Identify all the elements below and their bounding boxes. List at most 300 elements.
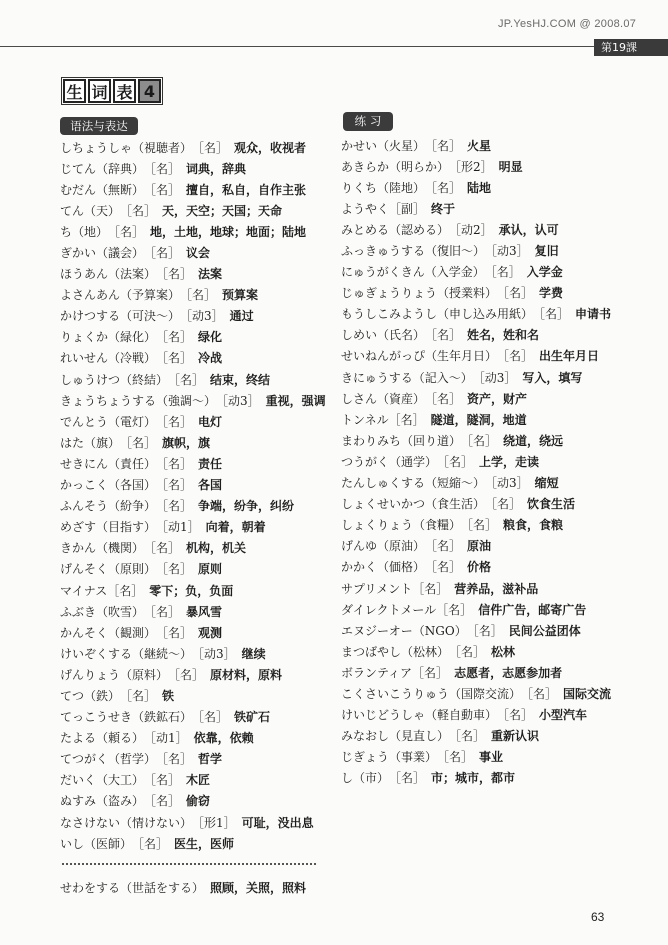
vocab-entry [341, 135, 611, 156]
entry-reading: しゅうけつ [60, 372, 121, 387]
vocab-entry [60, 284, 326, 305]
entry-pos: ［名］ [437, 750, 474, 765]
practice-vocab-list [341, 135, 611, 789]
entry-reading: じゅぎょうりょう [341, 286, 438, 301]
entry-reading: ボランティア [341, 665, 413, 680]
entry-kanji: （短縮～） [425, 476, 486, 491]
entry-pos: ［动3］ [216, 393, 260, 408]
entry-reading: みとめる [341, 222, 390, 237]
entry-meaning: 木匠 [186, 773, 211, 788]
title-number: 4 [138, 79, 161, 103]
vocab-entry [341, 261, 611, 282]
entry-kanji: （世話をする） [120, 880, 205, 895]
vocab-entry [60, 474, 326, 495]
vocab-entry [60, 390, 326, 411]
vocab-entry [60, 432, 326, 453]
entry-kanji: （無断） [96, 182, 145, 197]
entry-reading: マイナス [60, 583, 108, 598]
entry-pos: ［名］ [461, 433, 498, 448]
entry-pos: ［动2］ [449, 222, 493, 237]
entry-kanji: （食生活） [425, 497, 486, 512]
entry-kanji: （鉄） [84, 688, 121, 703]
vocab-entry [341, 282, 611, 303]
entry-reading: きょうちょうする [60, 393, 157, 408]
entry-meaning: 词典，辞典 [186, 161, 247, 176]
entry-reading: みなおし [341, 729, 390, 744]
entry-meaning: 通过 [229, 309, 254, 324]
vocab-entry [60, 664, 326, 685]
entry-pos: ［动3］ [472, 370, 517, 385]
entry-kanji: （復旧～） [425, 244, 486, 259]
entry-kanji: （食糧） [413, 518, 462, 533]
entry-kanji: （鉄鉱石） [132, 710, 193, 725]
entry-kanji: （継続～） [132, 646, 193, 661]
entry-pos: ［名］ [497, 708, 534, 723]
entry-kanji: （NGO） [412, 623, 467, 638]
entry-meaning: 继续 [241, 646, 266, 661]
entry-kanji: （辞典） [96, 161, 145, 176]
entry-meaning: 零下；负，负面 [149, 583, 234, 598]
entry-reading: よさんあん [60, 288, 121, 303]
entry-meaning: 姓名，姓和名 [467, 328, 540, 343]
entry-pos: ［名］ [144, 773, 181, 788]
entry-pos: ［名］ [412, 581, 449, 596]
entry-pos: ［名］ [425, 560, 462, 575]
entry-reading: ようやく [341, 201, 390, 216]
vocab-entry [341, 725, 611, 746]
entry-reading: エヌジーオー [341, 623, 413, 638]
entry-pos: ［名］ [107, 583, 144, 598]
vocab-entry [341, 514, 611, 535]
entry-kanji: （旗） [84, 435, 121, 450]
entry-kanji: （事業） [389, 750, 438, 765]
vocab-entry [60, 411, 326, 432]
vocab-entry [60, 158, 326, 179]
entry-pos: ［名］ [485, 497, 522, 512]
entry-pos: ［名］ [156, 330, 193, 345]
entry-pos: ［名］ [168, 667, 205, 682]
entry-pos: ［名］ [192, 710, 229, 725]
entry-meaning: 国际交流 [563, 686, 612, 701]
entry-reading: かかく [341, 560, 378, 575]
vocab-entry [60, 137, 326, 158]
entry-kanji: （強調～） [156, 393, 217, 408]
entry-pos: ［名］ [132, 836, 169, 851]
entry-kanji: （申し込み用紙） [437, 307, 534, 322]
entry-kanji: （観測） [108, 625, 157, 640]
vocab-entry [60, 347, 326, 368]
entry-reading: まわりみち [341, 433, 402, 448]
entry-pos: ［名］ [156, 625, 193, 640]
vocab-entry [341, 198, 611, 219]
grammar-extra-vocab-list [60, 877, 306, 898]
entry-reading: けいぞくする [60, 646, 133, 661]
vocab-entry [60, 748, 326, 769]
entry-kanji: （責任） [108, 456, 157, 471]
entry-meaning: 松林 [491, 644, 516, 659]
entry-kanji: （情けない） [120, 815, 193, 830]
vocab-entry [60, 326, 326, 347]
vocab-entry [341, 641, 611, 662]
vocab-entry [60, 727, 326, 748]
entry-kanji: （原料） [120, 667, 169, 682]
entry-meaning: 向着，朝着 [205, 520, 266, 535]
entry-pos: ［名］ [144, 541, 181, 556]
vocab-entry [60, 263, 326, 284]
entry-pos: ［名］ [497, 286, 534, 301]
entry-kanji: （授業料） [437, 286, 498, 301]
entry-pos: ［动3］ [485, 476, 529, 491]
entry-kanji: （原油） [377, 539, 426, 554]
entry-meaning: 陆地 [467, 180, 492, 195]
vocab-entry [60, 516, 326, 537]
entry-reading: しさん [341, 391, 378, 406]
entry-pos: ［名］ [144, 246, 181, 261]
vocab-entry [60, 495, 326, 516]
vocab-entry [341, 430, 611, 451]
entry-kanji: （資産） [377, 391, 426, 406]
vocab-entry [341, 367, 611, 388]
vocab-entry [60, 833, 326, 854]
vocab-entry [60, 877, 306, 898]
entry-pos: ［名］ [144, 182, 181, 197]
vocab-entry [60, 643, 326, 664]
entry-kanji: （原則） [108, 562, 157, 577]
entry-reading: しょくりょう [341, 518, 414, 533]
entry-reading: かせい [341, 138, 378, 153]
entry-reading: かんそく [60, 625, 109, 640]
entry-pos: ［名］ [144, 161, 181, 176]
entry-pos: ［名］ [425, 328, 462, 343]
entry-meaning: 明显 [498, 159, 523, 174]
entry-meaning: 地，土地，地球；地面；陆地 [150, 224, 307, 239]
entry-kanji: （記入～） [412, 370, 473, 385]
entry-pos: ［名］ [466, 623, 503, 638]
practice-section-heading: 练 习 [343, 112, 393, 131]
entry-meaning: 学费 [539, 286, 564, 301]
entry-reading: てつがく [60, 752, 109, 767]
entry-pos: ［名］ [108, 224, 145, 239]
entry-pos: ［形2］ [449, 159, 493, 174]
entry-kanji: （松林） [401, 644, 450, 659]
entry-meaning: 上学，走读 [479, 454, 540, 469]
title-char: 表 [113, 79, 136, 103]
entry-meaning: 出生年月日 [539, 349, 600, 364]
entry-reading: ぬすみ [60, 794, 97, 809]
grammar-section-heading: 语法与表达 [60, 117, 138, 135]
entry-kanji: （回り道） [401, 433, 462, 448]
entry-meaning: 火星 [467, 138, 492, 153]
vocab-entry [341, 177, 611, 198]
vocab-entry [341, 324, 611, 345]
entry-meaning: 可耻，没出息 [241, 815, 314, 830]
vocab-entry [341, 599, 611, 620]
entry-meaning: 申请书 [575, 307, 612, 322]
vocab-entry [341, 493, 611, 514]
entry-reading: もうしこみようし [341, 307, 438, 322]
entry-meaning: 擅自，私自，自作主张 [186, 182, 307, 197]
entry-reading: だいく [60, 773, 97, 788]
entry-meaning: 资产，财产 [467, 391, 528, 406]
entry-meaning: 议会 [186, 246, 211, 261]
entry-pos: ［名］ [120, 203, 157, 218]
entry-reading: てっこうせき [60, 710, 133, 725]
entry-pos: ［名］ [156, 267, 193, 282]
entry-reading: しめい [341, 328, 378, 343]
entry-meaning: 重新认识 [491, 729, 540, 744]
entry-kanji: （入学金） [424, 265, 485, 280]
vocab-entry [341, 683, 611, 704]
vocab-entry [341, 577, 611, 598]
entry-meaning: 饮食生活 [527, 497, 576, 512]
entry-meaning: 冷战 [198, 351, 223, 366]
dotted-separator [62, 863, 316, 865]
entry-pos: ［名］ [156, 478, 193, 493]
vocab-entry [341, 156, 611, 177]
entry-pos: ［名］ [192, 140, 229, 155]
entry-kanji: （議会） [96, 246, 145, 261]
entry-pos: ［名］ [389, 771, 426, 786]
grammar-vocab-list [60, 137, 326, 854]
entry-pos: ［名］ [533, 307, 570, 322]
entry-meaning: 观众，收视者 [234, 140, 307, 155]
vocab-entry [341, 620, 611, 641]
entry-pos: ［副］ [389, 201, 426, 216]
vocab-entry [60, 179, 326, 200]
entry-reading: まつばやし [341, 644, 402, 659]
entry-reading: じぎょう [341, 750, 390, 765]
entry-pos: ［名］ [484, 265, 521, 280]
entry-reading: げんりょう [60, 667, 121, 682]
entry-meaning: 承认，认可 [498, 222, 559, 237]
entry-meaning: 责任 [198, 456, 223, 471]
entry-reading: げんゆ [341, 539, 378, 554]
entry-pos: ［名］ [461, 518, 498, 533]
entry-meaning: 写入，填写 [522, 370, 583, 385]
header-rule [0, 46, 594, 47]
entry-meaning: 暴风雪 [186, 604, 223, 619]
entry-kanji: （機関） [96, 541, 145, 556]
entry-kanji: （軽自動車） [425, 708, 498, 723]
entry-reading: ふぶき [60, 604, 97, 619]
entry-reading: せいねんがっぴ [341, 349, 426, 364]
entry-kanji: （認める） [389, 222, 450, 237]
entry-pos: ［名］ [425, 138, 462, 153]
entry-kanji: （緑化） [108, 330, 157, 345]
entry-pos: ［名］ [156, 562, 193, 577]
entry-reading: たよる [60, 731, 97, 746]
entry-kanji: （大工） [96, 773, 145, 788]
entry-pos: ［名］ [120, 435, 157, 450]
vocab-entry [341, 662, 611, 683]
entry-pos: ［名］ [436, 602, 473, 617]
entry-reading: はた [60, 435, 85, 450]
vocab-entry [60, 537, 326, 558]
entry-pos: ［名］ [449, 644, 486, 659]
entry-reading: りょくか [60, 330, 109, 345]
entry-meaning: 天，天空；天国；天命 [162, 203, 283, 218]
entry-meaning: 营养品，滋补品 [454, 581, 539, 596]
entry-reading: げんそく [60, 562, 109, 577]
site-watermark: JP.YesHJ.COM @ 2008.07 [498, 18, 637, 30]
entry-reading: せわをする [60, 880, 121, 895]
entry-pos: ［名］ [180, 288, 217, 303]
entry-reading: しょくせいかつ [341, 497, 426, 512]
entry-pos: ［名］ [156, 499, 193, 514]
entry-pos: ［名］ [156, 752, 193, 767]
entry-meaning: 粮食，食粮 [503, 518, 564, 533]
entry-meaning: 缩短 [534, 476, 559, 491]
entry-pos: ［动3］ [485, 244, 529, 259]
vocab-entry [60, 685, 326, 706]
entry-reading: たんしゅくする [341, 476, 426, 491]
entry-reading: きかん [60, 541, 97, 556]
vocab-entry [60, 200, 326, 221]
entry-pos: ［名］ [449, 729, 486, 744]
entry-meaning: 原油 [467, 539, 492, 554]
entry-kanji: （吹雪） [96, 604, 145, 619]
vocab-entry [341, 472, 611, 493]
entry-pos: ［名］ [168, 372, 205, 387]
entry-meaning: 原则 [198, 562, 223, 577]
entry-meaning: 铁矿石 [234, 710, 271, 725]
entry-reading: つうがく [341, 454, 390, 469]
entry-reading: いし [60, 836, 85, 851]
entry-meaning: 旗帜，旗 [162, 435, 211, 450]
entry-meaning: 机构，机关 [186, 541, 247, 556]
vocab-entry [60, 558, 326, 579]
entry-meaning: 医生，医师 [174, 836, 235, 851]
entry-meaning: 观测 [198, 625, 223, 640]
entry-meaning: 民间公益团体 [508, 623, 581, 638]
entry-reading: じてん [60, 161, 97, 176]
entry-meaning: 依靠，依赖 [193, 731, 254, 746]
entry-kanji: （可決～） [120, 309, 181, 324]
entry-pos: ［形1］ [192, 815, 236, 830]
entry-pos: ［名］ [156, 456, 193, 471]
entry-meaning: 复旧 [534, 244, 559, 259]
entry-kanji: （冷戦） [108, 351, 157, 366]
entry-kanji: （氏名） [377, 328, 426, 343]
entry-reading: あきらか [341, 159, 390, 174]
entry-kanji: （地） [72, 224, 109, 239]
entry-meaning: 法案 [198, 267, 223, 282]
entry-pos: ［动1］ [144, 731, 188, 746]
entry-kanji: （火星） [377, 138, 426, 153]
entry-reading: てつ [60, 688, 85, 703]
entry-reading: ダイレクトメール [341, 602, 437, 617]
lesson-tab: 第19課 [594, 39, 668, 56]
entry-kanji: （終結） [120, 372, 169, 387]
entry-pos: ［名］ [120, 688, 157, 703]
entry-reading: てん [60, 203, 85, 218]
vocab-entry [341, 409, 611, 430]
entry-meaning: 小型汽车 [539, 708, 588, 723]
vocab-entry [60, 790, 326, 811]
entry-reading: めざす [60, 520, 97, 535]
entry-reading: トンネル [341, 412, 389, 427]
entry-reading: なさけない [60, 815, 121, 830]
entry-kanji: （市） [353, 771, 390, 786]
vocab-entry [60, 769, 326, 790]
entry-meaning: 重视，强调 [265, 393, 326, 408]
entry-kanji: （天） [84, 203, 121, 218]
vocab-entry [60, 369, 326, 390]
entry-reading: きにゅうする [341, 370, 413, 385]
entry-meaning: 铁 [162, 688, 175, 703]
entry-reading: でんとう [60, 414, 109, 429]
vocab-entry [341, 345, 611, 366]
vocab-entry [60, 579, 326, 600]
entry-pos: ［名］ [156, 351, 193, 366]
entry-meaning: 终于 [431, 201, 456, 216]
vocab-entry [341, 303, 611, 324]
entry-meaning: 志愿者，志愿参加者 [454, 665, 563, 680]
entry-kanji: （各国） [108, 478, 157, 493]
entry-meaning: 绿化 [198, 330, 223, 345]
vocab-entry [60, 453, 326, 474]
vocab-entry [60, 305, 326, 326]
entry-kanji: （陸地） [377, 180, 426, 195]
entry-kanji: （見直し） [389, 729, 450, 744]
entry-meaning: 信件广告，邮寄广告 [478, 602, 587, 617]
vocab-entry [341, 451, 611, 472]
vocab-entry [60, 242, 326, 263]
vocab-entry [60, 622, 326, 643]
entry-meaning: 预算案 [222, 288, 259, 303]
entry-reading: にゅうがくきん [341, 265, 425, 280]
entry-kanji: （国際交流） [449, 686, 522, 701]
entry-pos: ［名］ [425, 180, 462, 195]
entry-pos: ［动3］ [192, 646, 236, 661]
entry-pos: ［名］ [425, 539, 462, 554]
entry-kanji: （頼る） [96, 731, 145, 746]
entry-kanji: （予算案） [120, 288, 181, 303]
entry-kanji: （目指す） [96, 520, 157, 535]
vocab-entry [341, 556, 611, 577]
vocab-entry [341, 219, 611, 240]
entry-meaning: 事业 [479, 750, 504, 765]
vocab-entry [60, 706, 326, 727]
entry-meaning: 隧道，隧洞，地道 [430, 412, 527, 427]
entry-reading: むだん [60, 182, 97, 197]
entry-meaning: 入学金 [526, 265, 563, 280]
entry-pos: ［名］ [144, 794, 181, 809]
vocab-entry [341, 704, 611, 725]
entry-pos: ［名］ [521, 686, 558, 701]
entry-meaning: 价格 [467, 560, 492, 575]
entry-pos: ［动3］ [180, 309, 224, 324]
entry-kanji: （通学） [389, 454, 438, 469]
entry-meaning: 绕道，绕远 [503, 433, 564, 448]
entry-reading: ふっきゅうする [341, 244, 426, 259]
vocabulary-title [61, 77, 163, 105]
entry-reading: サプリメント [341, 581, 413, 596]
vocab-entry [60, 221, 326, 242]
entry-pos: ［名］ [425, 391, 462, 406]
entry-reading: こくさいこうりゅう [341, 686, 450, 701]
entry-reading: ち [60, 224, 73, 239]
vocab-entry [341, 388, 611, 409]
entry-meaning: 争端，纷争，纠纷 [198, 499, 295, 514]
entry-meaning: 各国 [198, 478, 223, 493]
entry-kanji: （価格） [377, 560, 426, 575]
entry-reading: ふんそう [60, 499, 109, 514]
page-number: 63 [591, 910, 605, 924]
entry-kanji: （盗み） [96, 794, 145, 809]
entry-meaning: 结束，终结 [210, 372, 271, 387]
entry-kanji: （視聴者） [132, 140, 193, 155]
